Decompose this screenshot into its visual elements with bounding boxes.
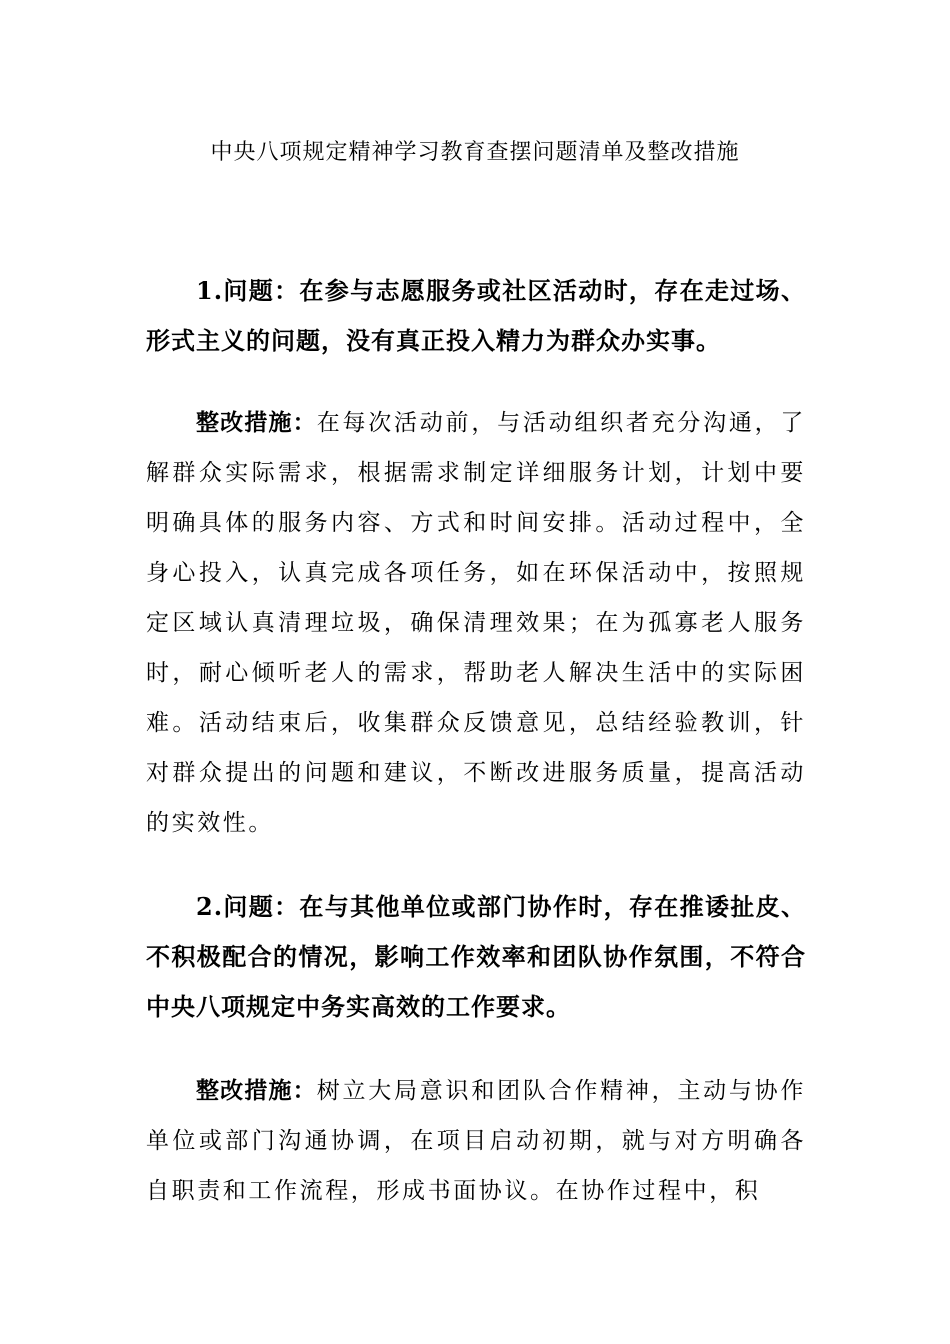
measure-2-text: 树立大局意识和团队合作精神，主动与协作单位或部门沟通协调，在项目启动初期，就与对方明确各自职责和工作流程，形成书面协议。在协作过程中，积 xyxy=(146,1078,806,1204)
measure-2 xyxy=(146,1066,806,1216)
document-title: 中央八项规定精神学习教育查摆问题清单及整改措施 xyxy=(210,140,740,165)
measure-1-label: 整改措施： xyxy=(196,409,317,436)
measure-2-label: 整改措施： xyxy=(196,1077,317,1104)
problem-1: 1.问题：在参与志愿服务或社区活动时，存在走过场、形式主义的问题，没有真正投入精力为群众办实事。 xyxy=(146,276,806,355)
measure-1-text: 在每次活动前，与活动组织者充分沟通，了解群众实际需求，根据需求制定详细服务计划，计划中要明确具体的服务内容、方式和时间安排。活动过程中，全身心投入，认真完成各项任务，如在环保活动中，按照规定区域认真清理垃圾，确保清理效果；在为孤寡老人服务时，耐心倾听老人的需求，帮助老人解决生活中的实际困难。活动结束后，收集群众反馈意见，总结经验教训，针对群众提出的问题和建议，不断改进服务质量，提高活动的实效性。 xyxy=(146,410,806,836)
problem-2: 2.问题：在与其他单位或部门协作时，存在推诿扯皮、不积极配合的情况，影响工作效率和团队协作氛围，不符合中央八项规定中务实高效的工作要求。 xyxy=(146,892,806,1021)
measure-1 xyxy=(146,398,806,848)
